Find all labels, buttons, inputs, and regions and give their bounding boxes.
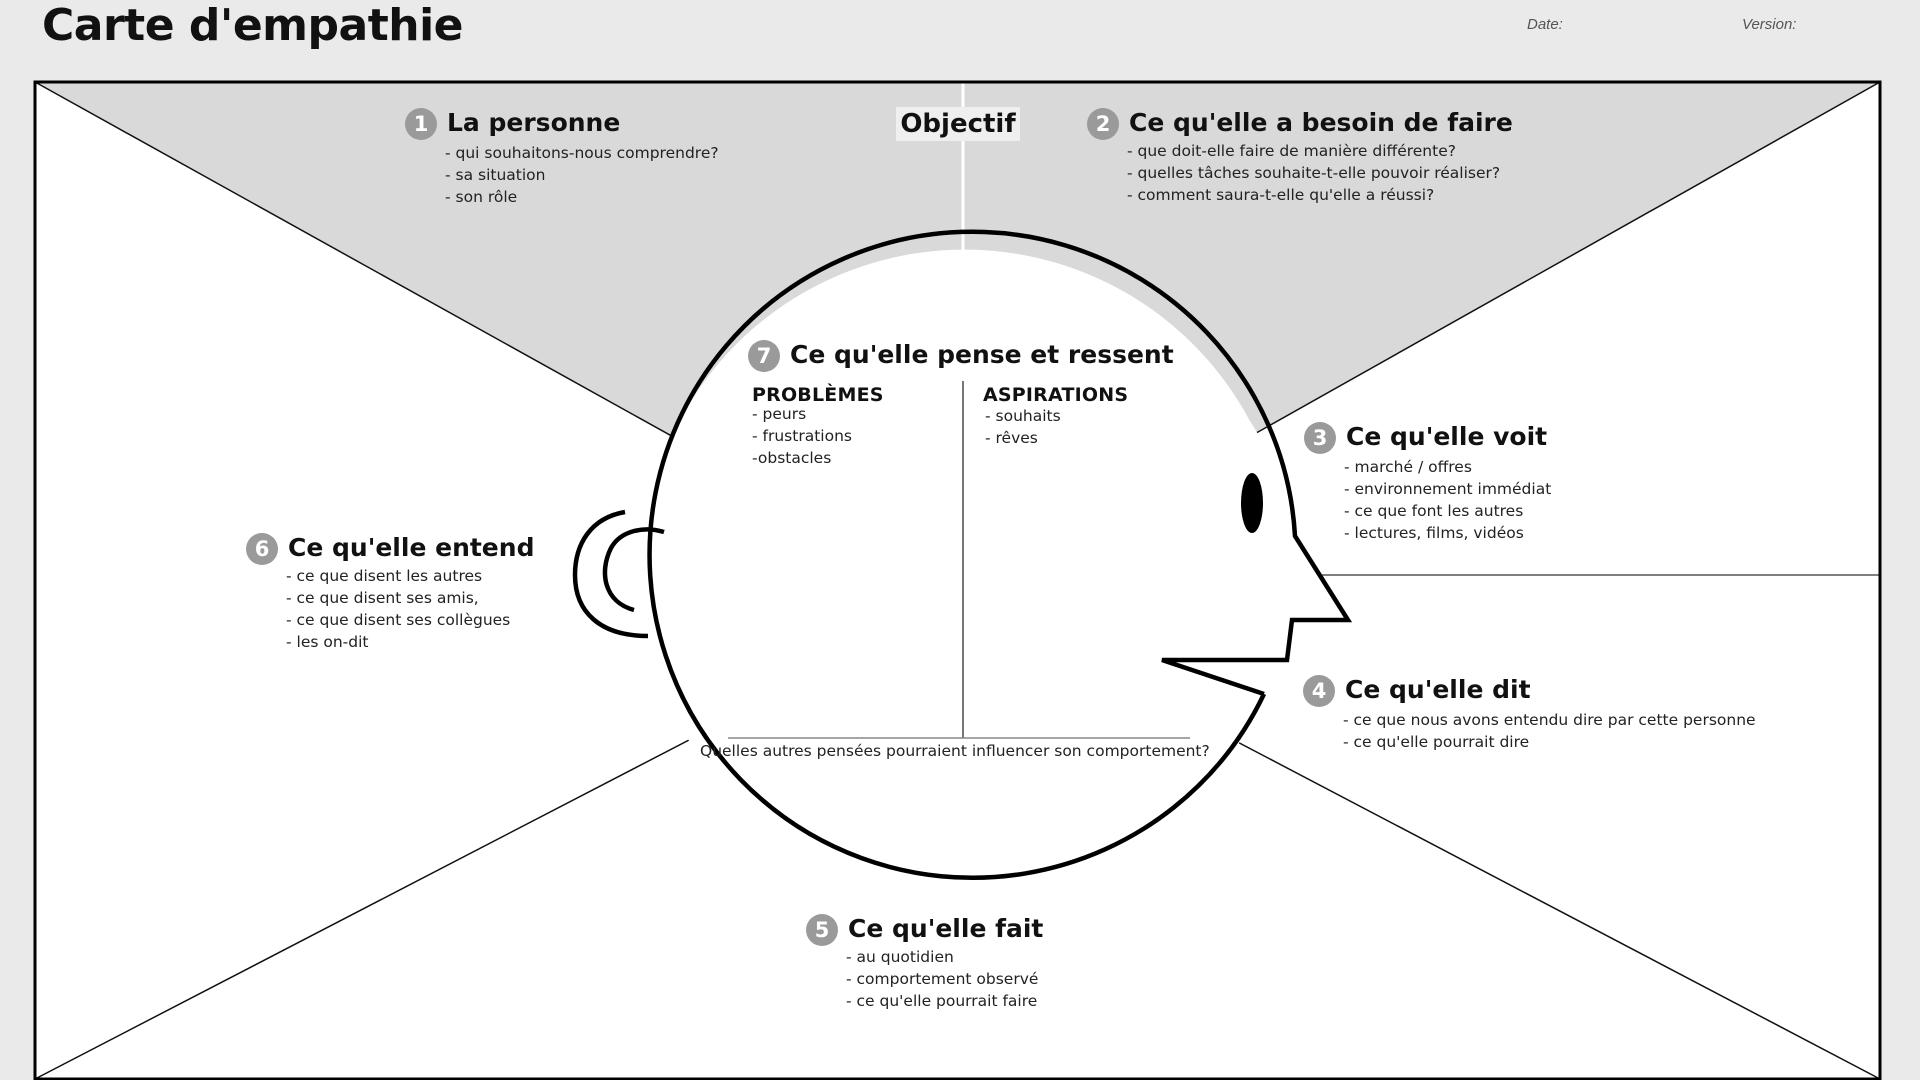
- list-item: - peurs: [752, 405, 807, 423]
- list-item: - comportement observé: [846, 970, 1039, 988]
- section-number-badge: 1: [405, 108, 437, 140]
- section-ce-quelle-voit: [1304, 418, 1551, 544]
- list-item: - qui souhaitons-nous comprendre?: [445, 144, 719, 162]
- section-number-badge: 4: [1303, 675, 1335, 707]
- section-besoin-de-faire: [1087, 104, 1513, 206]
- section-ce-quelle-dit: [1303, 671, 1756, 753]
- problems-heading: PROBLÈMES: [752, 384, 884, 406]
- list-item: - ce que disent ses amis,: [286, 589, 479, 607]
- section-number-badge: 7: [748, 340, 780, 372]
- list-item: - comment saura-t-elle qu'elle a réussi?: [1127, 186, 1435, 204]
- list-item: - ce qu'elle pourrait faire: [846, 992, 1038, 1010]
- list-item: - quelles tâches souhaite-t-elle pouvoir réaliser?: [1127, 164, 1501, 182]
- aspirations-heading: ASPIRATIONS: [983, 384, 1129, 406]
- list-item: - frustrations: [752, 427, 852, 445]
- list-item: - son rôle: [445, 188, 518, 206]
- list-item: - lectures, films, vidéos: [1344, 524, 1524, 542]
- version-label: Version:: [1742, 16, 1797, 33]
- page-title: Carte d'empathie: [42, 0, 463, 51]
- eye-shape: [1241, 473, 1263, 533]
- list-item: -obstacles: [752, 449, 832, 467]
- list-item: - ce que nous avons entendu dire par cette personne: [1343, 711, 1756, 729]
- aspirations-list: [985, 405, 1061, 449]
- influence-question: Quelles autres pensées pourraient influencer son comportement?: [700, 742, 1210, 760]
- section-title: Ce qu'elle pense et ressent: [790, 339, 1174, 369]
- section-number-badge: 2: [1087, 108, 1119, 140]
- list-item: - rêves: [985, 429, 1038, 447]
- list-item: - ce que disent les autres: [286, 567, 483, 585]
- section-title: Ce qu'elle fait: [848, 913, 1044, 943]
- section-la-personne: [405, 104, 719, 208]
- list-item: - ce qu'elle pourrait dire: [1343, 733, 1530, 751]
- problems-list: [752, 403, 852, 469]
- list-item: - ce que font les autres: [1344, 502, 1524, 520]
- list-item: - les on-dit: [286, 633, 369, 651]
- section-title: Ce qu'elle a besoin de faire: [1129, 107, 1513, 137]
- section-title: Ce qu'elle entend: [288, 532, 535, 562]
- list-item: - environnement immédiat: [1344, 480, 1552, 498]
- section-number-badge: 3: [1304, 422, 1336, 454]
- section-ce-quelle-fait: [806, 910, 1043, 1012]
- list-item: - marché / offres: [1344, 458, 1472, 476]
- list-item: - que doit-elle faire de manière différente?: [1127, 142, 1456, 160]
- list-item: - souhaits: [985, 407, 1061, 425]
- objective-label: Objectif: [896, 107, 1020, 141]
- section-ce-quelle-entend: [246, 529, 534, 653]
- list-item: - au quotidien: [846, 948, 954, 966]
- section-number-badge: 6: [246, 533, 278, 565]
- list-item: - sa situation: [445, 166, 546, 184]
- section-number-badge: 5: [806, 914, 838, 946]
- section-title: La personne: [447, 107, 621, 137]
- section-title: Ce qu'elle voit: [1346, 421, 1548, 451]
- list-item: - ce que disent ses collègues: [286, 611, 511, 629]
- section-pense-et-ressent: [748, 336, 1174, 372]
- section-title: Ce qu'elle dit: [1345, 674, 1531, 704]
- date-label: Date:: [1527, 16, 1563, 33]
